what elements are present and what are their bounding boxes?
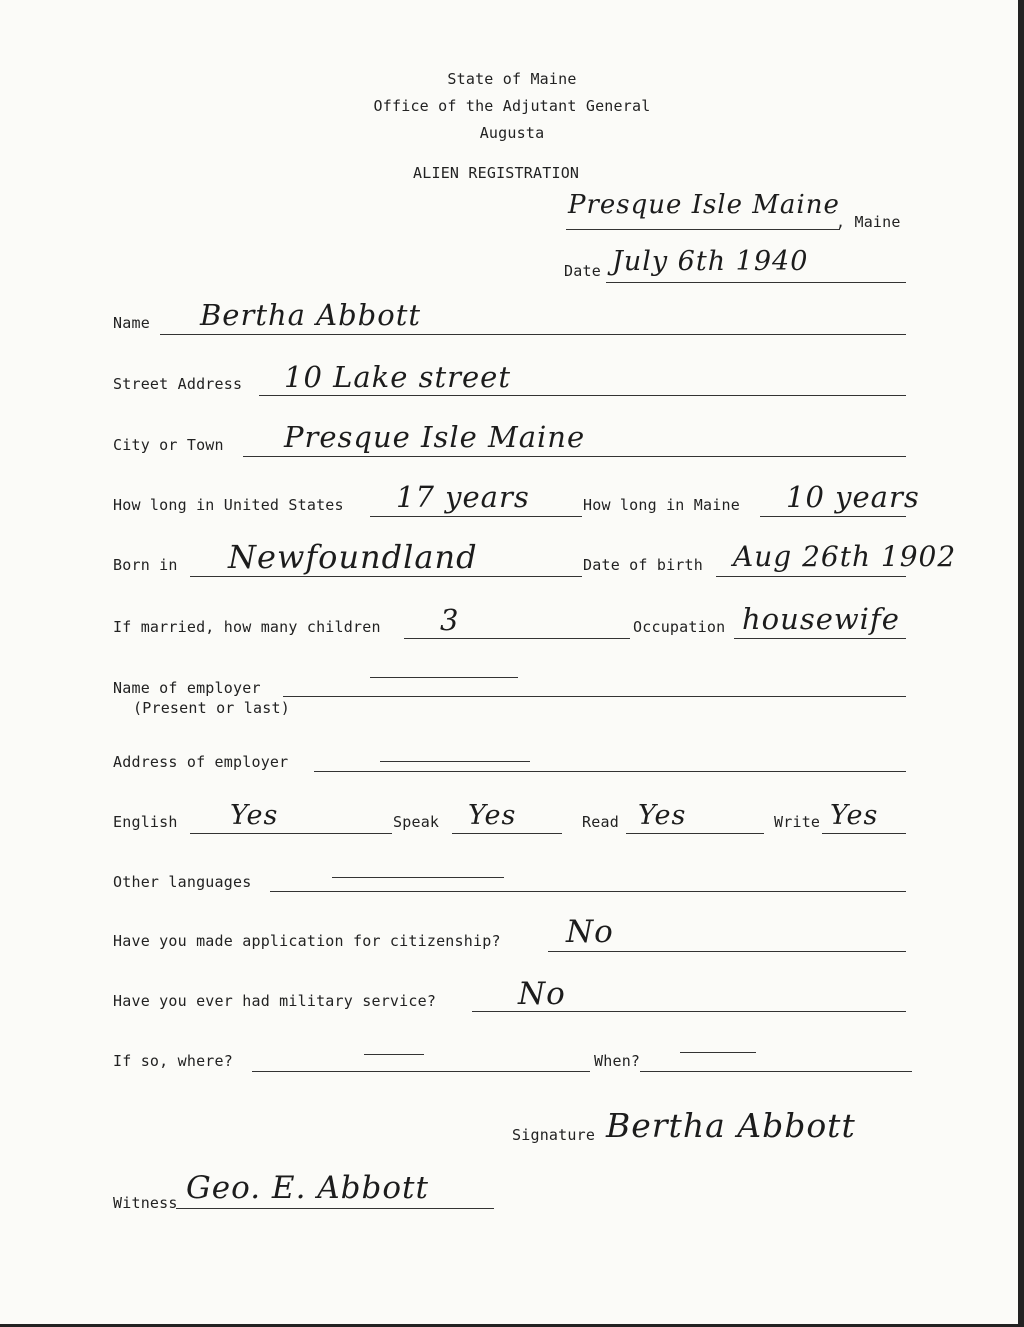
other-languages-dash (332, 877, 504, 878)
scan-right-edge (1018, 0, 1024, 1327)
write-value: Yes (830, 800, 879, 831)
where-dash (364, 1054, 424, 1055)
dob-line (716, 576, 906, 577)
employer-address-dash (380, 761, 530, 762)
when-dash (680, 1052, 756, 1053)
signature-label: Signature (512, 1126, 596, 1144)
city-value: Presque Isle Maine (284, 420, 586, 454)
military-value: No (518, 976, 566, 1012)
employer-name-line (283, 696, 906, 697)
military-line (472, 1011, 906, 1012)
citizenship-label: Have you made application for citizenship? (113, 932, 501, 950)
citizenship-line (548, 951, 906, 952)
english-value: Yes (230, 800, 279, 831)
other-languages-line (270, 891, 906, 892)
where-line (252, 1071, 590, 1072)
witness-line (176, 1208, 494, 1209)
speak-line (452, 833, 562, 834)
years-us-label: How long in United States (113, 496, 344, 514)
street-line (259, 395, 906, 396)
employer-name-label: Name of employer (113, 679, 261, 697)
dob-label: Date of birth (583, 556, 703, 574)
place-value: Presque Isle Maine (568, 190, 840, 220)
name-label: Name (113, 314, 150, 332)
witness-label: Witness (113, 1194, 178, 1212)
years-us-line (370, 516, 582, 517)
years-maine-line (760, 516, 906, 517)
years-maine-value: 10 years (786, 480, 920, 514)
name-value: Bertha Abbott (200, 298, 422, 332)
date-line (606, 282, 906, 283)
speak-value: Yes (468, 800, 517, 831)
employer-address-line (314, 771, 906, 772)
read-line (626, 833, 764, 834)
children-line (404, 638, 630, 639)
name-line (160, 334, 906, 335)
when-line (640, 1071, 912, 1072)
born-in-value: Newfoundland (228, 538, 478, 576)
write-line (822, 833, 906, 834)
city-label: City or Town (113, 436, 224, 454)
occupation-line (734, 638, 906, 639)
occupation-value: housewife (742, 602, 900, 636)
years-maine-label: How long in Maine (583, 496, 740, 514)
street-value: 10 Lake street (284, 360, 511, 394)
employer-address-label: Address of employer (113, 753, 289, 771)
employer-name-sublabel: (Present or last) (133, 699, 290, 717)
military-label: Have you ever had military service? (113, 992, 437, 1010)
read-value: Yes (638, 800, 687, 831)
city-line (243, 456, 906, 457)
other-languages-label: Other languages (113, 873, 252, 891)
speak-label: Speak (393, 813, 440, 831)
employer-name-dash (370, 677, 518, 678)
witness-value: Geo. E. Abbott (186, 1170, 429, 1206)
date-value: July 6th 1940 (612, 246, 809, 277)
years-us-value: 17 years (396, 480, 530, 514)
citizenship-value: No (566, 914, 614, 950)
header-city: Augusta (479, 124, 545, 142)
date-label: Date (564, 262, 601, 280)
occupation-label: Occupation (633, 618, 726, 636)
when-label: When? (594, 1052, 641, 1070)
children-label: If married, how many children (113, 618, 381, 636)
dob-value: Aug 26th 1902 (733, 540, 957, 573)
signature-value: Bertha Abbott (606, 1106, 856, 1145)
english-line (190, 833, 392, 834)
read-label: Read (582, 813, 619, 831)
children-value: 3 (440, 603, 460, 637)
street-label: Street Address (113, 375, 243, 393)
write-label: Write (774, 813, 821, 831)
header-office: Office of the Adjutant General (373, 97, 651, 115)
place-line (566, 229, 840, 230)
form-title: ALIEN REGISTRATION (413, 164, 580, 182)
born-in-label: Born in (113, 556, 178, 574)
english-label: English (113, 813, 178, 831)
place-suffix: , Maine (836, 213, 901, 231)
header-state: State of Maine (447, 70, 577, 88)
born-in-line (190, 576, 582, 577)
where-label: If so, where? (113, 1052, 233, 1070)
